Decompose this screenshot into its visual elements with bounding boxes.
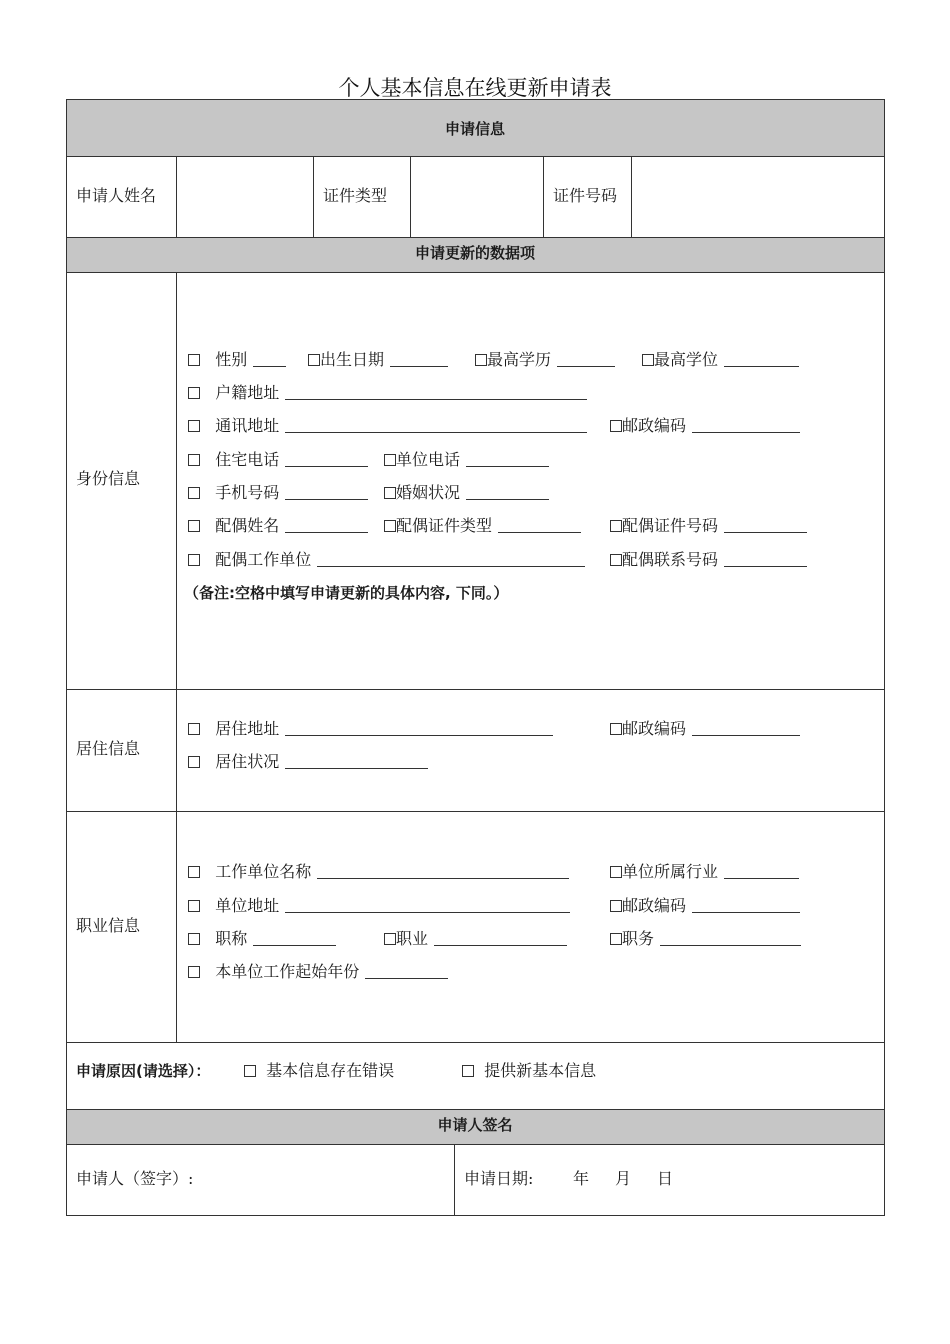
- checkbox[interactable]: [610, 420, 622, 432]
- checkbox[interactable]: [188, 420, 200, 432]
- month-label: 月: [615, 1169, 632, 1188]
- rule: [66, 1042, 885, 1043]
- checkbox[interactable]: [188, 354, 200, 366]
- applicant-name-field[interactable]: [178, 158, 312, 236]
- education-label: 最高学历: [487, 350, 552, 369]
- checkbox[interactable]: [384, 454, 396, 466]
- occupation-section-label: 职业信息: [76, 916, 141, 935]
- gender-blank[interactable]: [253, 351, 286, 367]
- work-address-blank[interactable]: [285, 897, 570, 913]
- checkbox[interactable]: [384, 933, 396, 945]
- marital-blank[interactable]: [466, 484, 549, 500]
- work-phone-blank[interactable]: [466, 451, 549, 467]
- postal-code-blank[interactable]: [692, 417, 800, 433]
- industry-blank[interactable]: [724, 863, 799, 879]
- section-header-items: 申请更新的数据项: [414, 244, 535, 262]
- checkbox[interactable]: [384, 487, 396, 499]
- industry-label: 单位所属行业: [622, 862, 719, 881]
- rule: [66, 237, 885, 238]
- spouse-id-number-blank[interactable]: [724, 517, 807, 533]
- start-year-blank[interactable]: [365, 963, 448, 979]
- occupation-label: 职业: [396, 929, 429, 948]
- rule: [176, 156, 177, 237]
- residence-section-label: 居住信息: [76, 739, 141, 758]
- work-postal-blank[interactable]: [692, 897, 800, 913]
- checkbox[interactable]: [475, 354, 487, 366]
- position-label: 职务: [622, 929, 655, 948]
- identity-section-label: 身份信息: [76, 469, 141, 488]
- mobile-blank[interactable]: [285, 484, 368, 500]
- date-field[interactable]: [545, 1146, 883, 1214]
- checkbox[interactable]: [610, 900, 622, 912]
- mobile-label: 手机号码: [215, 483, 280, 502]
- rule: [66, 1144, 885, 1145]
- checkbox[interactable]: [610, 554, 622, 566]
- checkbox[interactable]: [188, 387, 200, 399]
- rule: [66, 689, 885, 690]
- marital-label: 婚姻状况: [396, 483, 461, 502]
- signer-label: 申请人（签字）:: [76, 1169, 194, 1188]
- degree-blank[interactable]: [724, 351, 799, 367]
- spouse-id-number-label: 配偶证件号码: [622, 516, 719, 535]
- mail-address-label: 通讯地址: [215, 416, 280, 435]
- reason-label: 申请原因(请选择）：: [76, 1062, 211, 1080]
- residence-address-label: 居住地址: [215, 719, 280, 738]
- spouse-employer-label: 配偶工作单位: [215, 550, 312, 569]
- rule: [176, 272, 177, 1042]
- home-phone-label: 住宅电话: [215, 450, 280, 469]
- job-title-blank[interactable]: [253, 930, 336, 946]
- rule: [543, 156, 544, 237]
- applicant-name-label: 申请人姓名: [76, 186, 157, 205]
- checkbox[interactable]: [188, 487, 200, 499]
- residence-status-label: 居住状况: [215, 752, 280, 771]
- id-type-field[interactable]: [412, 158, 542, 236]
- checkbox[interactable]: [642, 354, 654, 366]
- section-header-apply: 申请信息: [444, 120, 505, 138]
- reason-option2-checkbox[interactable]: [462, 1065, 474, 1077]
- spouse-id-type-label: 配偶证件类型: [396, 516, 493, 535]
- id-number-field[interactable]: [633, 158, 883, 236]
- checkbox[interactable]: [610, 520, 622, 532]
- date-label: 申请日期:: [464, 1169, 534, 1188]
- home-phone-blank[interactable]: [285, 451, 368, 467]
- employer-blank[interactable]: [317, 863, 569, 879]
- birth-date-blank[interactable]: [390, 351, 448, 367]
- job-title-label: 职称: [215, 929, 248, 948]
- checkbox[interactable]: [188, 900, 200, 912]
- spouse-phone-label: 配偶联系号码: [622, 550, 719, 569]
- postal-code-label: 邮政编码: [622, 416, 687, 435]
- rule: [66, 1109, 885, 1110]
- day-label: 日: [657, 1169, 674, 1188]
- checkbox[interactable]: [188, 454, 200, 466]
- checkbox[interactable]: [188, 723, 200, 735]
- rule: [454, 1144, 455, 1216]
- checkbox[interactable]: [188, 866, 200, 878]
- start-year-label: 本单位工作起始年份: [215, 962, 360, 981]
- checkbox[interactable]: [384, 520, 396, 532]
- year-label: 年: [573, 1169, 590, 1188]
- position-blank[interactable]: [660, 930, 801, 946]
- checkbox[interactable]: [188, 966, 200, 978]
- rule: [66, 272, 885, 273]
- signature-field[interactable]: [230, 1146, 452, 1214]
- spouse-name-blank[interactable]: [285, 517, 368, 533]
- work-phone-label: 单位电话: [396, 450, 461, 469]
- rule: [66, 156, 885, 157]
- spouse-id-type-blank[interactable]: [498, 517, 581, 533]
- occupation-blank[interactable]: [434, 930, 567, 946]
- rule: [66, 811, 885, 812]
- rule: [313, 156, 314, 237]
- id-type-label: 证件类型: [323, 186, 388, 205]
- section-header-signature: 申请人签名: [437, 1116, 513, 1134]
- checkbox[interactable]: [610, 933, 622, 945]
- checkbox[interactable]: [188, 520, 200, 532]
- birth-date-label: 出生日期: [320, 350, 385, 369]
- education-blank[interactable]: [557, 351, 615, 367]
- hukou-address-label: 户籍地址: [215, 383, 280, 402]
- reason-option1-label: 基本信息存在错误: [266, 1061, 395, 1080]
- work-address-label: 单位地址: [215, 896, 280, 915]
- checkbox[interactable]: [610, 866, 622, 878]
- identity-note: （备注:空格中填写申请更新的具体内容, 下同。）: [184, 584, 509, 602]
- mail-address-blank[interactable]: [285, 417, 587, 433]
- gender-label: 性别: [215, 350, 248, 369]
- checkbox[interactable]: [188, 933, 200, 945]
- rule: [631, 156, 632, 237]
- degree-label: 最高学位: [654, 350, 719, 369]
- checkbox[interactable]: [308, 354, 320, 366]
- spouse-phone-blank[interactable]: [724, 551, 807, 567]
- reason-option2-label: 提供新基本信息: [484, 1061, 597, 1080]
- checkbox[interactable]: [188, 756, 200, 768]
- hukou-address-blank[interactable]: [285, 384, 587, 400]
- rule: [410, 156, 411, 237]
- spouse-employer-blank[interactable]: [317, 551, 585, 567]
- reason-option1-checkbox[interactable]: [244, 1065, 256, 1077]
- form-title: 个人基本信息在线更新申请表: [338, 76, 612, 100]
- checkbox[interactable]: [188, 554, 200, 566]
- residence-postal-blank[interactable]: [692, 720, 800, 736]
- spouse-name-label: 配偶姓名: [215, 516, 280, 535]
- checkbox[interactable]: [610, 723, 622, 735]
- residence-status-blank[interactable]: [285, 753, 428, 769]
- work-postal-label: 邮政编码: [622, 896, 687, 915]
- residence-postal-label: 邮政编码: [622, 719, 687, 738]
- employer-label: 工作单位名称: [215, 862, 312, 881]
- id-number-label: 证件号码: [553, 186, 618, 205]
- residence-address-blank[interactable]: [285, 720, 553, 736]
